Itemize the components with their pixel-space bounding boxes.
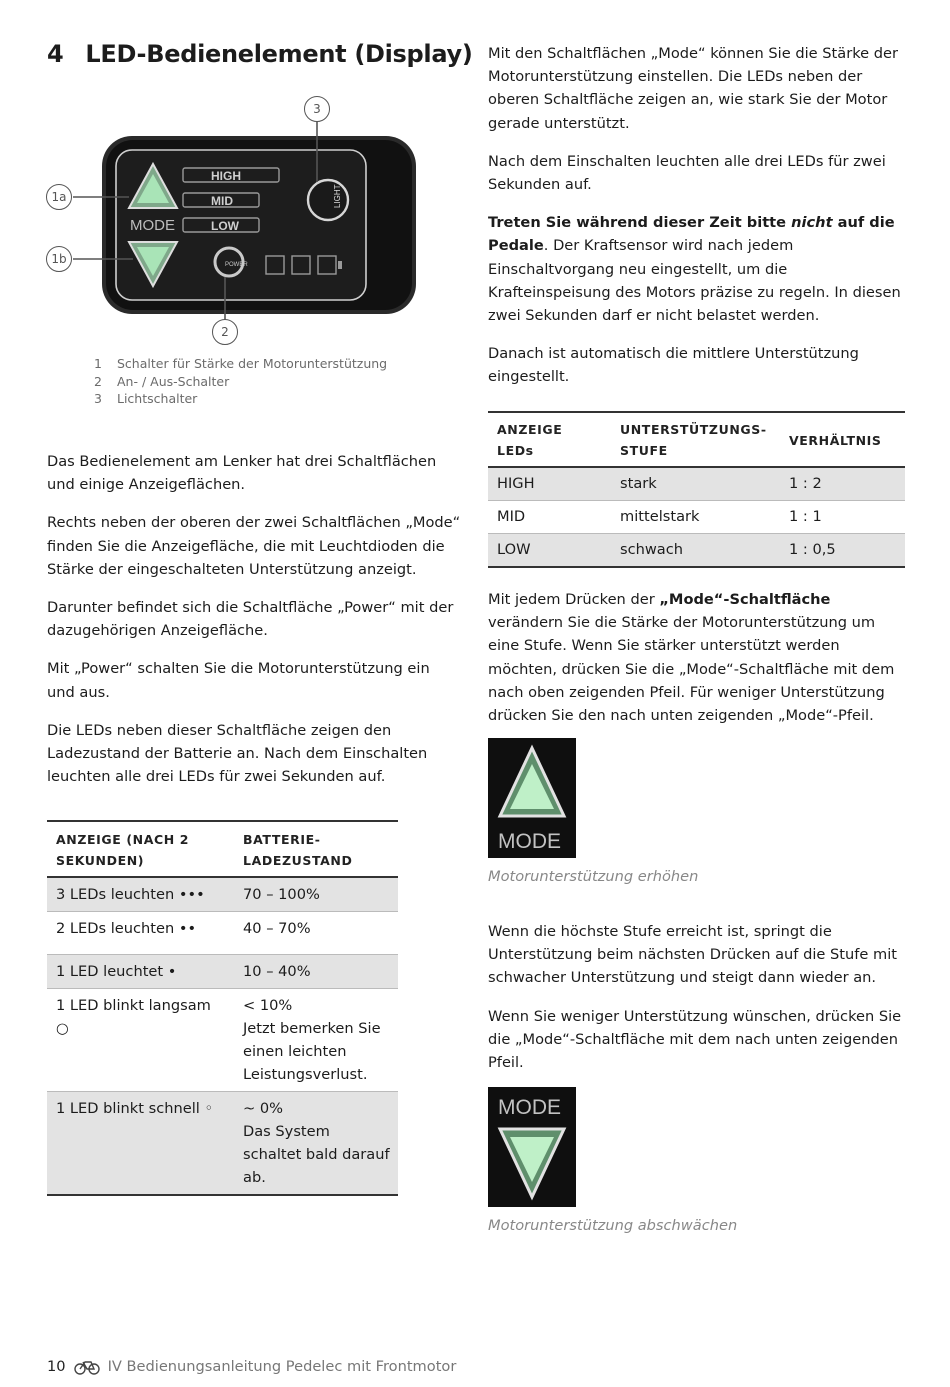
- power-label: POWER: [225, 262, 248, 268]
- callout-2: 2: [212, 319, 238, 345]
- table-cell: 3 LEDs leuchten •••: [47, 877, 234, 912]
- table-cell: 70 – 100%: [234, 877, 398, 912]
- paragraph: Rechts neben der oberen der zwei Schaltflächen „Mode“ finden Sie die Anzeigefläche, die mit Leuchtdioden die Stärke der eingeschalteten Unterstützung anzeigt.: [47, 514, 461, 578]
- table-row: [488, 467, 905, 501]
- table-row: [488, 501, 905, 534]
- page-number: 10: [47, 1358, 66, 1375]
- table-cell: ~ 0% Das System schaltet bald darauf ab.: [243, 1100, 390, 1186]
- table-row: [47, 955, 398, 989]
- table-cell: schwach: [620, 541, 684, 558]
- paragraph: Mit den Schaltflächen „Mode“ können Sie die Stärke der Motorunterstützung einstellen. Die LEDs neben der oberen Schaltfläche zeigen an, wie stark Sie der Motor gerade unterstützt.: [488, 45, 899, 132]
- mode-up-image: [488, 738, 576, 858]
- footer-title: IV Bedienungsanleitung Pedelec mit Frontmotor: [107, 1358, 457, 1375]
- led-display-illustration: [40, 90, 430, 350]
- table-cell: 1 LED blinkt langsam ○: [47, 989, 234, 1092]
- table-cell: 40 – 70%: [234, 912, 398, 955]
- paragraph: Die LEDs neben dieser Schaltfläche zeigen den Ladezustand der Batterie an. Nach dem Einschalten leuchten alle drei LEDs für zwei Sekunden auf.: [47, 721, 428, 786]
- level-mid-label: MID: [211, 194, 233, 208]
- callout-1b: 1b: [46, 246, 72, 272]
- mode-label: MODE: [498, 830, 561, 853]
- column-header: UNTERSTÜTZUNGS-STUFE: [611, 412, 780, 467]
- table-cell: stark: [611, 467, 780, 501]
- table-cell: 2 LEDs leuchten ••: [47, 912, 234, 955]
- table-cell: 1 LED blinkt schnell ◦: [56, 1100, 214, 1117]
- column-header: ANZEIGE (NACH 2 SEKUNDEN): [47, 821, 234, 877]
- after-up-text: [488, 920, 906, 1089]
- mode-up-illustration: [488, 738, 576, 858]
- led-display-figure: [40, 90, 430, 350]
- table-cell: 1 : 2: [780, 467, 905, 501]
- level-high-label: HIGH: [211, 169, 241, 183]
- paragraph: Wenn die höchste Stufe erreicht ist, springt die Unterstützung beim nächsten Drücken auf die Stufe mit schwacher Unterstützung und steigt dann wieder an.: [488, 923, 897, 987]
- paragraph: Mit jedem Drücken der „Mode“-Schaltfläche verändern Sie die Stärke der Motorunterstützung um eine Stufe. Wenn Sie stärker unterstützt werden möchten, drücken Sie die „Mode“-Schaltfläche mit dem nach oben zeigenden Pfeil. Für weniger Unterstützung drücken Sie den nach unten zeigenden „Mode“-Pfeil.: [488, 591, 895, 725]
- table-cell: 10 – 40%: [234, 955, 398, 989]
- paragraph: Nach dem Einschalten leuchten alle drei LEDs für zwei Sekunden auf.: [488, 152, 886, 194]
- section-heading: [47, 40, 473, 68]
- table-row: [47, 912, 398, 955]
- table-row: [47, 1092, 398, 1196]
- callout-3: 3: [304, 96, 330, 122]
- mode-down-illustration: [488, 1087, 576, 1207]
- callout-1a: 1a: [46, 184, 72, 210]
- caption-mode-down: Motorunterstützung abschwächen: [488, 1217, 738, 1234]
- mode-press-text: [488, 588, 906, 742]
- legend-item: 3 Lichtschalter: [94, 391, 198, 407]
- level-low-label: LOW: [211, 219, 239, 233]
- paragraph: Das Bedienelement am Lenker hat drei Schaltflächen und einige Anzeigeflächen.: [47, 453, 437, 494]
- bicycle-icon: [74, 1359, 100, 1375]
- table-row: [47, 989, 398, 1092]
- column-header: VERHÄLTNIS: [780, 412, 905, 467]
- legend-item: 2 An- / Aus-Schalter: [94, 373, 230, 389]
- paragraph: Mit „Power“ schalten Sie die Motorunterstützung ein und aus.: [47, 660, 430, 701]
- table-header-row: [47, 821, 398, 877]
- table-cell: 1 : 1: [780, 501, 905, 534]
- left-column-text: [47, 450, 462, 803]
- figure-legend: [94, 355, 387, 408]
- table-row: [488, 534, 905, 568]
- table-cell: < 10% Jetzt bemerken Sie einen leichten Leistungsverlust.: [234, 989, 398, 1092]
- section-number: 4: [47, 40, 64, 68]
- mode-label: MODE: [498, 1096, 561, 1119]
- column-header: ANZEIGE LEDs: [488, 412, 611, 467]
- right-column-intro: [488, 42, 906, 404]
- legend-item: 1 Schalter für Stärke der Motorunterstützung: [94, 356, 388, 371]
- paragraph: Danach ist automatisch die mittlere Unterstützung eingestellt.: [488, 345, 859, 386]
- battery-status-table: [47, 820, 398, 1196]
- mode-label: MODE: [130, 217, 175, 234]
- table-header-row: [488, 412, 905, 467]
- pedal-warning-paragraph: Treten Sie während dieser Zeit bitte nicht auf die Pedale. Der Kraftsensor wird nach jedem Einschaltvorgang neu eingestellt, um die Krafteinspeisung des Motors präzise zu regeln. In diesen zwei Sekunden darf er nicht belastet werden.: [488, 214, 901, 325]
- paragraph: Darunter befindet sich die Schaltfläche „Power“ mit der dazugehörigen Anzeigefläche.: [47, 599, 454, 640]
- support-level-table: [488, 411, 905, 568]
- light-icon: [308, 180, 348, 220]
- paragraph: Wenn Sie weniger Unterstützung wünschen, drücken Sie die „Mode“-Schaltfläche mit dem nach unten zeigenden Pfeil.: [488, 1007, 902, 1072]
- table-cell: LOW: [497, 541, 531, 558]
- table-cell: MID: [488, 501, 611, 534]
- table-cell: 1 LED leuchtet •: [47, 955, 234, 989]
- section-title: LED-Bedienelement (Display): [85, 40, 473, 68]
- caption-mode-up: Motorunterstützung erhöhen: [488, 868, 699, 885]
- mode-down-image: [488, 1087, 576, 1207]
- column-header: BATTERIE-LADEZUSTAND: [234, 821, 398, 877]
- table-cell: mittelstark: [611, 501, 780, 534]
- table-row: [47, 877, 398, 912]
- table-cell: HIGH: [488, 467, 611, 501]
- battery-tip: [338, 261, 342, 269]
- table-cell: 1 : 0,5: [789, 541, 836, 558]
- page-footer: [47, 1358, 456, 1375]
- light-label: LIGHT: [333, 184, 342, 208]
